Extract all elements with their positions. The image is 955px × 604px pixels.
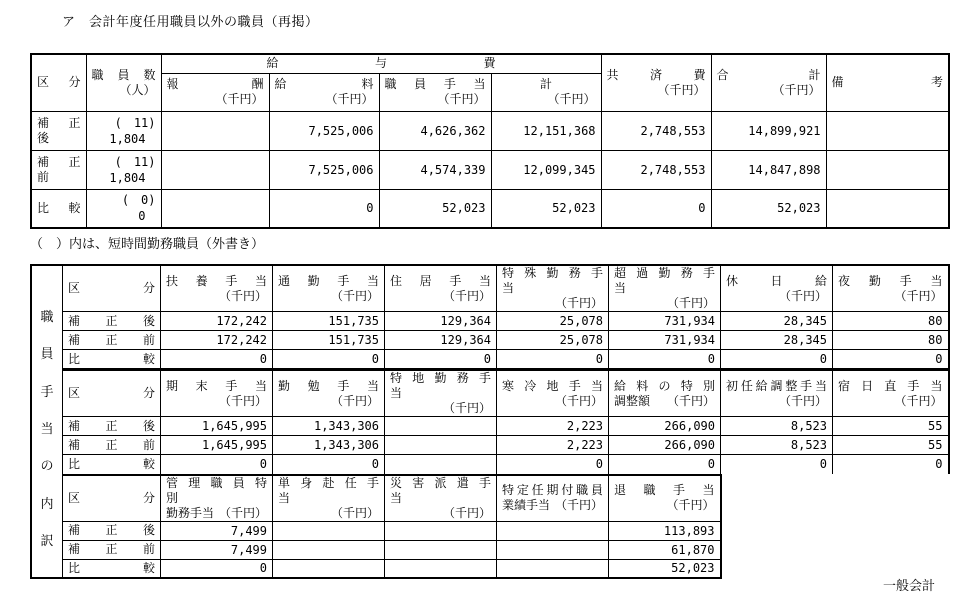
- value-cell: 731,934: [609, 331, 721, 350]
- value-cell: 0: [497, 350, 609, 369]
- value-cell: [385, 559, 497, 578]
- salary-expense-group-header: 給 与 費: [161, 54, 601, 73]
- kanri-shokuin-tokubetsu-kinmu-teate-header: 管 理 職 員 特 別 勤務手当 （千円）: [161, 475, 273, 522]
- value-cell: 80: [833, 331, 949, 350]
- table-row: [63, 559, 721, 578]
- value-cell: 151,735: [273, 312, 385, 331]
- value-cell: 151,735: [273, 331, 385, 350]
- value-cell: [273, 559, 385, 578]
- page-title: ア 会計年度任用職員以外の職員（再掲）: [62, 15, 319, 30]
- row-label: 補 正 後: [63, 417, 161, 436]
- value-cell: [161, 189, 269, 228]
- value-cell: 52,023: [711, 189, 826, 228]
- value-cell: 0: [721, 350, 833, 369]
- value-cell: 25,078: [497, 331, 609, 350]
- tsukin-teate-header: 通 勤 手 当 （千円）: [273, 265, 385, 312]
- value-cell: [385, 540, 497, 559]
- value-cell: 52,023: [379, 189, 491, 228]
- value-cell: 61,870: [609, 540, 721, 559]
- row-label: 比 較: [31, 189, 86, 228]
- value-cell: 28,345: [721, 312, 833, 331]
- table-row: [63, 436, 949, 455]
- staff-count-cell: ( 11) 1,804: [86, 150, 161, 189]
- biko-cell: [826, 150, 949, 189]
- side-label-char: 員: [40, 347, 54, 363]
- value-cell: [497, 521, 609, 540]
- value-cell: 0: [161, 559, 273, 578]
- kubun-header: 区 分: [63, 265, 161, 312]
- section-header-row: [63, 265, 949, 312]
- kubun-header: 区 分: [31, 54, 86, 111]
- table-row: [63, 331, 949, 350]
- shukunichoku-teate-header: 宿 日 直 手 当 （千円）: [833, 370, 949, 417]
- value-cell: 0: [833, 455, 949, 474]
- value-cell: 731,934: [609, 312, 721, 331]
- kyujitsu-kyu-header: 休 日 給 （千円）: [721, 265, 833, 312]
- value-cell: 2,223: [497, 436, 609, 455]
- value-cell: 1,645,995: [161, 417, 273, 436]
- value-cell: 25,078: [497, 312, 609, 331]
- section-header-row: [63, 370, 949, 417]
- staff-summary-table: [30, 53, 950, 229]
- value-cell: 0: [833, 350, 949, 369]
- shoninkyu-chosei-teate-header: 初任給調整手当 （千円）: [721, 370, 833, 417]
- gokei-header: 合 計 （千円）: [711, 54, 826, 111]
- value-cell: 4,626,362: [379, 111, 491, 150]
- kei-header: 計 （千円）: [491, 73, 601, 111]
- value-cell: [273, 521, 385, 540]
- row-label: 比 較: [63, 455, 161, 474]
- side-label-char: の: [40, 459, 54, 475]
- value-cell: [385, 521, 497, 540]
- value-cell: 266,090: [609, 436, 721, 455]
- row-label: 比 較: [63, 559, 161, 578]
- value-cell: 0: [497, 455, 609, 474]
- table-row: [63, 540, 721, 559]
- value-cell: 129,364: [385, 312, 497, 331]
- row-label: 補 正 後: [63, 312, 161, 331]
- biko-header: 備 考: [826, 54, 949, 111]
- value-cell: 0: [721, 455, 833, 474]
- value-cell: 2,748,553: [601, 150, 711, 189]
- value-cell: 4,574,339: [379, 150, 491, 189]
- row-label: 補 正 前: [63, 540, 161, 559]
- staff-count-cell: ( 11) 1,804: [86, 111, 161, 150]
- side-label-char: 内: [40, 496, 54, 512]
- row-label: 比 較: [63, 350, 161, 369]
- taishoku-teate-header: 退 職 手 当 （千円）: [609, 475, 721, 522]
- value-cell: 14,847,898: [711, 150, 826, 189]
- shokuin-teate-header: 職 員 手 当 （千円）: [379, 73, 491, 111]
- table-row: [63, 521, 721, 540]
- table-row: [63, 417, 949, 436]
- value-cell: 1,343,306: [273, 417, 385, 436]
- value-cell: 8,523: [721, 417, 833, 436]
- value-cell: 8,523: [721, 436, 833, 455]
- tokutei-ninkitsuki-gyoseki-teate-header: 特定任期付職員 業績手当 （千円）: [497, 475, 609, 522]
- value-cell: 12,099,345: [491, 150, 601, 189]
- kubun-header: 区 分: [63, 370, 161, 417]
- value-cell: [497, 540, 609, 559]
- fuyo-teate-header: 扶 養 手 当 （千円）: [161, 265, 273, 312]
- biko-cell: [826, 189, 949, 228]
- value-cell: 7,499: [161, 521, 273, 540]
- value-cell: 0: [161, 455, 273, 474]
- kimatsu-teate-header: 期 末 手 当 （千円）: [161, 370, 273, 417]
- value-cell: 0: [273, 455, 385, 474]
- value-cell: 52,023: [491, 189, 601, 228]
- tanshin-funin-teate-header: 単 身 赴 任 手 当 （千円）: [273, 475, 385, 522]
- value-cell: 172,242: [161, 312, 273, 331]
- value-cell: [385, 436, 497, 455]
- value-cell: [273, 540, 385, 559]
- allowance-section-3: [62, 474, 722, 580]
- hoshu-header: 報 酬 （千円）: [161, 73, 269, 111]
- row-label: 補 正 前: [63, 436, 161, 455]
- saigai-haken-teate-header: 災 害 派 遣 手 当 （千円）: [385, 475, 497, 522]
- allowance-section-2: [62, 369, 950, 474]
- row-label: 補 正 後: [63, 521, 161, 540]
- row-label: 補 正 前: [31, 150, 86, 189]
- biko-cell: [826, 111, 949, 150]
- parenthesis-note: （ ）内は、短時間勤務職員（外書き）: [30, 237, 265, 252]
- side-label-char: 当: [40, 421, 54, 437]
- value-cell: 12,151,368: [491, 111, 601, 150]
- yakin-teate-header: 夜 勤 手 当 （千円）: [833, 265, 949, 312]
- summary-header-row-1: [31, 54, 949, 73]
- row-label: 補 正 後: [31, 111, 86, 150]
- summary-row-hosei-mae: [31, 150, 949, 189]
- tokuchi-kinmu-teate-header: 特 地 勤 務 手 当 （千円）: [385, 370, 497, 417]
- value-cell: 0: [609, 350, 721, 369]
- value-cell: 1,343,306: [273, 436, 385, 455]
- value-cell: [497, 559, 609, 578]
- jukyo-teate-header: 住 居 手 当 （千円）: [385, 265, 497, 312]
- value-cell: 55: [833, 436, 949, 455]
- value-cell: 129,364: [385, 331, 497, 350]
- value-cell: 52,023: [609, 559, 721, 578]
- value-cell: 1,645,995: [161, 436, 273, 455]
- value-cell: [161, 111, 269, 150]
- staff-count-cell: ( 0) 0: [86, 189, 161, 228]
- value-cell: 113,893: [609, 521, 721, 540]
- choka-kinmu-teate-header: 超 過 勤 務 手 当 （千円）: [609, 265, 721, 312]
- allowance-sections: [62, 264, 950, 579]
- staff-count-header: 職 員 数 （人）: [86, 54, 161, 111]
- value-cell: 0: [273, 350, 385, 369]
- value-cell: 7,525,006: [269, 111, 379, 150]
- tokushu-kinmu-teate-header: 特 殊 勤 務 手 当 （千円）: [497, 265, 609, 312]
- value-cell: 14,899,921: [711, 111, 826, 150]
- kanreichi-teate-header: 寒 冷 地 手 当 （千円）: [497, 370, 609, 417]
- table-row: [63, 350, 949, 369]
- kubun-header: 区 分: [63, 475, 161, 522]
- value-cell: 7,525,006: [269, 150, 379, 189]
- side-label-char: 手: [40, 384, 54, 400]
- value-cell: 172,242: [161, 331, 273, 350]
- section-header-row: [63, 475, 721, 522]
- value-cell: 0: [161, 350, 273, 369]
- value-cell: 0: [269, 189, 379, 228]
- kyuryo-tokubetsu-choseigaku-header: 給 料 の 特 別 調整額 （千円）: [609, 370, 721, 417]
- row-label: 補 正 前: [63, 331, 161, 350]
- allowance-breakdown-table: [30, 264, 950, 579]
- side-label-char: 訳: [40, 533, 54, 549]
- value-cell: 2,748,553: [601, 111, 711, 150]
- kinben-teate-header: 勤 勉 手 当 （千円）: [273, 370, 385, 417]
- value-cell: 28,345: [721, 331, 833, 350]
- kyosaihi-header: 共 済 費 （千円）: [601, 54, 711, 111]
- account-type-label: 一般会計: [882, 579, 935, 594]
- table-row: [63, 312, 949, 331]
- value-cell: [385, 455, 497, 474]
- side-label-shokuin-teate-no-uchiwake: [30, 264, 62, 579]
- summary-row-hikaku: [31, 189, 949, 228]
- kyuryo-header: 給 料 （千円）: [269, 73, 379, 111]
- allowance-section-1: [62, 264, 950, 369]
- value-cell: 0: [601, 189, 711, 228]
- value-cell: 80: [833, 312, 949, 331]
- value-cell: [385, 417, 497, 436]
- value-cell: 55: [833, 417, 949, 436]
- value-cell: 2,223: [497, 417, 609, 436]
- table-row: [63, 455, 949, 474]
- value-cell: 0: [385, 350, 497, 369]
- value-cell: 7,499: [161, 540, 273, 559]
- value-cell: 0: [609, 455, 721, 474]
- value-cell: 266,090: [609, 417, 721, 436]
- side-label-char: 職: [40, 310, 54, 325]
- summary-row-hosei-go: [31, 111, 949, 150]
- value-cell: [161, 150, 269, 189]
